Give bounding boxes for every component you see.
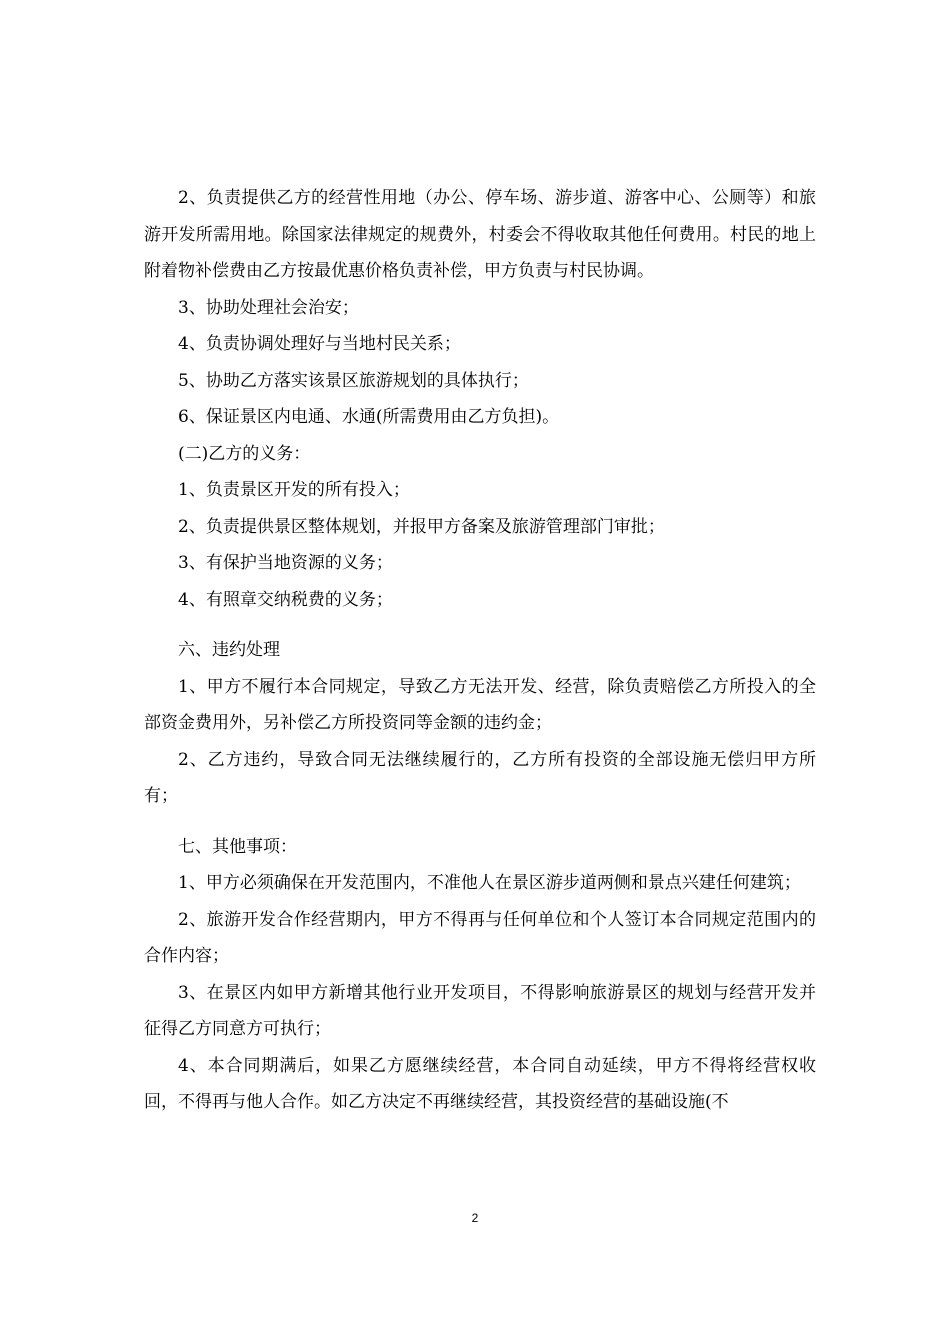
paragraph-no-construction: 1、甲方必须确保在开发范围内，不准他人在景区游步道两侧和景点兴建任何建筑； — [178, 873, 801, 893]
paragraph-all-investment: 1、负责景区开发的所有投入； — [178, 480, 410, 500]
section-spacer — [144, 815, 816, 829]
paragraph-land-provision: 2、负责提供乙方的经营性用地（办公、停车场、游步道、游客中心、公厕等）和旅游开发所需用地。除国家法律规定的规费外，村委会不得收取其他任何费用。村民的地上附着物补偿费由乙方按最优惠价格负责补偿，甲方负责与村民协调。 — [144, 188, 816, 281]
section-heading-party-b-obligations: (二)乙方的义务： — [178, 443, 311, 464]
paragraph-overall-planning: 2、负责提供景区整体规划，并报甲方备案及旅游管理部门审批； — [178, 516, 665, 537]
paragraph-tax-payment: 4、有照章交纳税费的义务； — [178, 589, 393, 610]
paragraph-utilities: 6、保证景区内电通、水通(所需费用由乙方负担)。 — [178, 407, 560, 427]
paragraph-party-a-breach: 1、甲方不履行本合同规定，导致乙方无法开发、经营，除负责赔偿乙方所投入的全部资金费用外，另补偿乙方所投资同等金额的违约金； — [144, 676, 816, 733]
paragraph-resource-protection: 3、有保护当地资源的义务； — [178, 553, 393, 573]
paragraph-contract-renewal: 4、本合同期满后，如果乙方愿继续经营，本合同自动延续，甲方不得将经营权收回，不得再与他人合作。如乙方决定不再继续经营，其投资经营的基础设施(不 — [144, 1055, 816, 1112]
paragraph-public-security: 3、协助处理社会治安； — [178, 297, 359, 318]
document-body — [144, 180, 816, 1121]
page-number: 2 — [471, 1211, 479, 1225]
section-heading-other-matters: 七、其他事项： — [178, 836, 297, 857]
paragraph-villager-relations: 4、负责协调处理好与当地村民关系； — [178, 334, 461, 354]
paragraph-new-projects: 3、在景区内如甲方新增其他行业开发项目，不得影响旅游景区的规划与经营开发并征得乙方同意方可执行； — [144, 982, 816, 1039]
paragraph-planning-execution: 5、协助乙方落实该景区旅游规划的具体执行； — [178, 370, 529, 391]
section-heading-breach: 六、违约处理 — [178, 640, 280, 660]
paragraph-party-b-breach: 2、乙方违约，导致合同无法继续履行的，乙方所有投资的全部设施无偿归甲方所有； — [144, 749, 816, 806]
paragraph-no-other-contracts: 2、旅游开发合作经营期内，甲方不得再与任何单位和个人签订本合同规定范围内的合作内容； — [144, 909, 816, 966]
section-spacer — [144, 618, 816, 632]
